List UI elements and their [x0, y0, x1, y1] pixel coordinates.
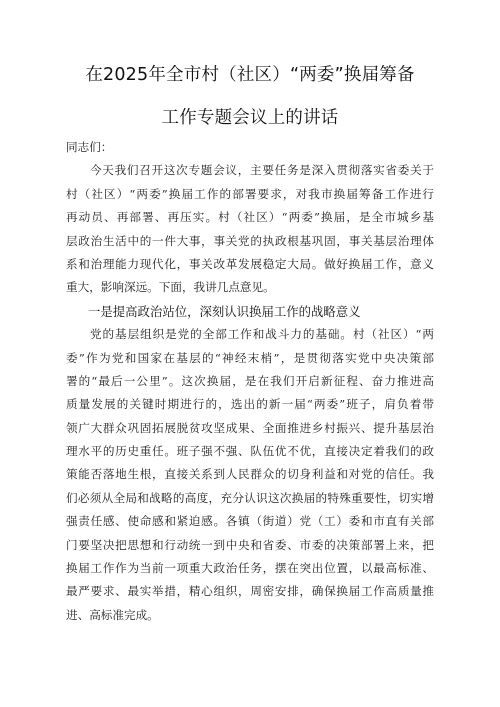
document-title-line-2: 工作专题会议上的讲话: [161, 108, 339, 128]
paragraph-1: [66, 159, 434, 299]
paragraph-line: 村（社区）“两委”换届工作的部署要求，对我市换届筹备工作进行: [66, 186, 434, 201]
paragraph-line: 层政治生活中的一件大事，事关党的执政根基巩固，事关基层治理体: [66, 233, 434, 248]
section-heading-1: 一是提高政治站位，深刻认识换届工作的战略意义: [88, 303, 361, 319]
paragraph-line: 理水平的历史重任。班子强不强、队伍优不优，直接决定着我们的政: [66, 444, 434, 459]
paragraph-line: 署的“最后一公里”。这次换届，是在我们开启新征程、奋力推进高: [66, 373, 434, 388]
document-title-line-1: 在2025年全市村（社区）“两委”换届筹备: [85, 65, 415, 85]
paragraph-line: 门要坚决把思想和行动统一到中央和省委、市委的决策部署上来，把: [66, 537, 434, 552]
paragraph-line: 系和治理能力现代化，事关改革发展稳定大局。做好换届工作，意义: [66, 256, 434, 271]
paragraph-line: 最严要求、最实举措，精心组织，周密安排，确保换届工作高质量推: [66, 584, 434, 599]
paragraph-line: 再动员、再部署、再压实。村（社区）“两委”换届，是全市城乡基: [66, 210, 434, 225]
document-body: [66, 136, 434, 627]
paragraph-line: 强责任感、使命感和紧迫感。各镇（街道）党（工）委和市直有关部: [66, 514, 434, 529]
paragraph-line: 重大，影响深远。下面，我讲几点意见。: [66, 280, 275, 295]
paragraph-line: 党的基层组织是党的全部工作和战斗力的基础。村（社区）“两: [90, 327, 434, 342]
paragraph-line: 委”作为党和国家在基层的“神经末梢”，是贯彻落实党中央决策部: [66, 350, 434, 365]
paragraph-2: [66, 323, 434, 627]
paragraph-line: 质量发展的关键时期进行的，选出的新一届“两委”班子，肩负着带: [66, 397, 434, 412]
paragraph-line: 策能否落地生根，直接关系到人民群众的切身利益和对党的信任。我: [66, 467, 434, 482]
greeting: 同志们：: [66, 140, 113, 154]
paragraph-line: 们必须从全局和战略的高度，充分认识这次换届的特殊重要性，切实增: [66, 490, 434, 505]
paragraph-line: 换届工作作为当前一项重大政治任务，摆在突出位置，以最高标准、: [66, 561, 434, 576]
paragraph-line: 今天我们召开这次专题会议，主要任务是深入贯彻落实省委关于: [90, 163, 434, 178]
paragraph-line: 领广大群众巩固拓展脱贫攻坚成果、全面推进乡村振兴、提升基层治: [66, 420, 434, 435]
paragraph-line: 进、高标准完成。: [66, 607, 159, 622]
